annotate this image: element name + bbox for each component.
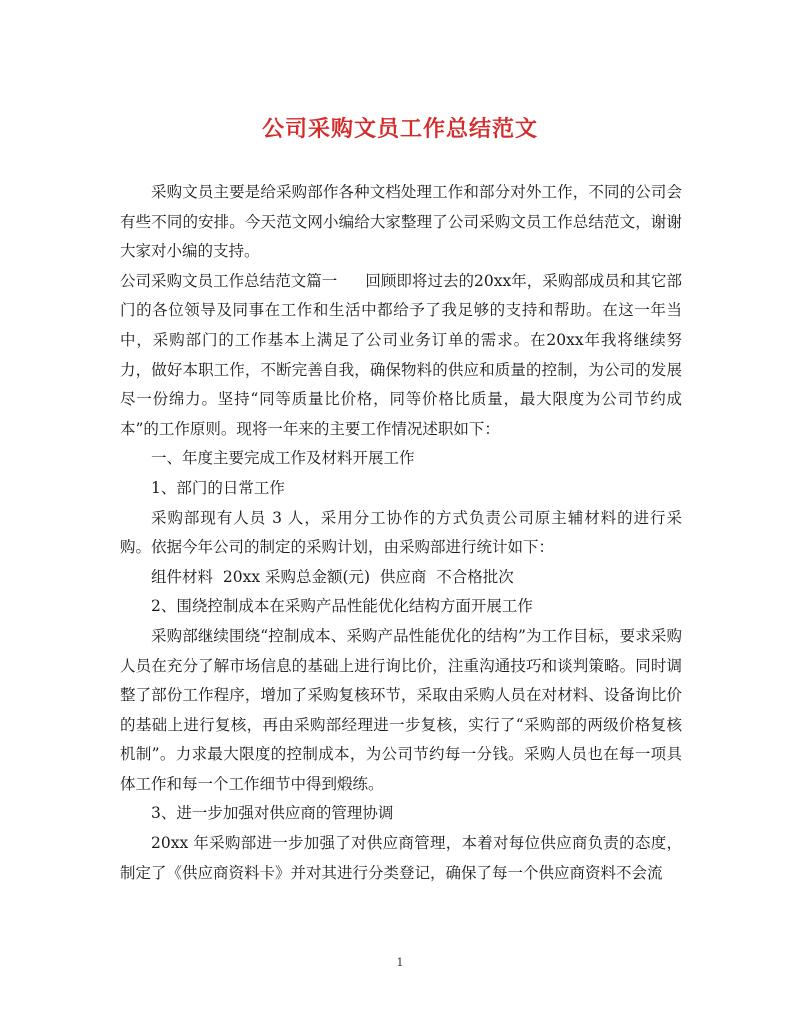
- table-header-line: 组件材料 20xx 采购总金额(元) 供应商 不合格批次: [151, 567, 514, 586]
- document-title: 公司采购文员工作总结范文: [261, 116, 538, 142]
- paragraph-intro: 采购文员主要是给采购部作各种文档处理工作和部分对外工作，不同的公司会有些不同的安排。今天范文网小编给大家整理了公司采购文员工作总结范文，谢谢大家对小编的支持。: [120, 183, 682, 261]
- heading-cost-control: 2、围绕控制成本在采购产品性能优化结构方面开展工作: [151, 597, 533, 616]
- paragraph-section-one: [120, 267, 682, 445]
- page-number: 1: [396, 956, 404, 969]
- paragraph-cost-control: 采购部继续围绕“控制成本、采购产品性能优化的结构”为工作目标，要求采购人员在充分了解市场信息的基础上进行询比价，注重沟通技巧和谈判策略。同时调整了部份工作程序，增加了采购复核环节，采取由采购人员在对材料、设备询比价的基础上进行复核，再由采购部经理进一步复核，实行了“采购部的两级价格复核机制”。力求最大限度的控制成本，为公司节约每一分钱。采购人员也在每一项具体工作和每一个工作细节中得到煅练。: [120, 626, 682, 793]
- section-one-text: 回顾即将过去的20xx年，采购部成员和其它部门的各位领导及同事在工作和生活中都给予了我足够的支持和帮助。在这一年当中，采购部门的工作基本上满足了公司业务订单的需求。在20xx年我将继续努力，做好本职工作，不断完善自我，确保物料的供应和质量的控制，为公司的发展尽一份绵力。坚持“同等质量比价格，同等价格比质量，最大限度为公司节约成本”的工作原则。现将一年来的主要工作情况述职如下：: [120, 271, 682, 438]
- paragraph-supplier-management: 20xx 年采购部进一步加强了对供应商管理，本着对每位供应商负责的态度，制定了《供应商资料卡》并对其进行分类登记，确保了每一个供应商资料不会流: [120, 834, 682, 882]
- paragraph-staff: 采购部现有人员 3 人，采用分工协作的方式负责公司原主辅材料的进行采购。依据今年公司的制定的采购计划，由采购部进行统计如下：: [120, 508, 682, 557]
- heading-daily-work: 1、部门的日常工作: [151, 478, 285, 497]
- section-heading: 公司采购文员工作总结范文篇一: [120, 271, 338, 290]
- heading-annual-work: 一、年度主要完成工作及材料开展工作: [151, 449, 415, 468]
- heading-supplier-management: 3、进一步加强对供应商的管理协调: [151, 804, 394, 823]
- document-body: [120, 178, 682, 888]
